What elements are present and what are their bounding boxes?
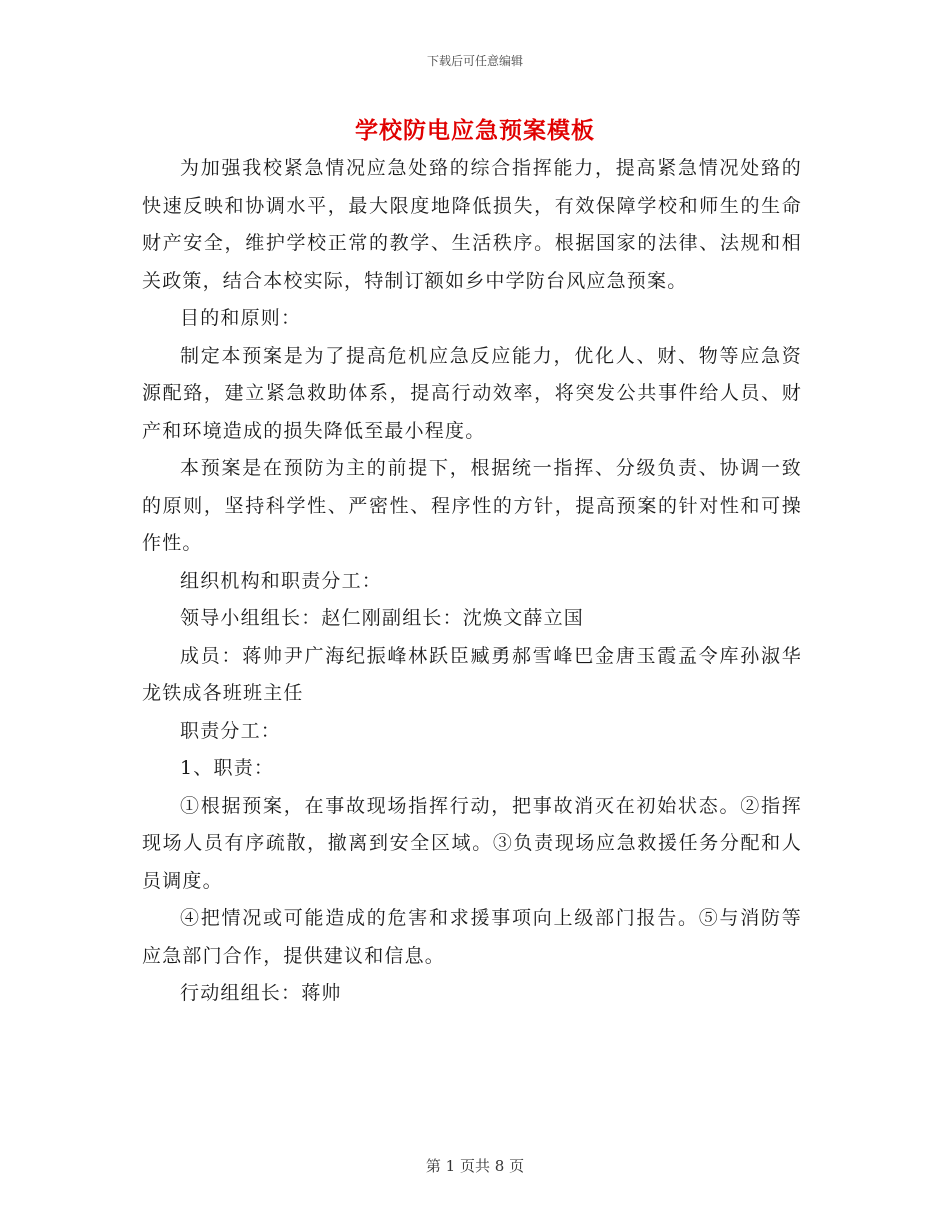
- paragraph-intro: 为加强我校紧急情况应急处臵的综合指挥能力，提高紧急情况处臵的快速反映和协调水平，最大限度地降低损失，有效保障学校和师生的生命财产安全，维护学校正常的教学、生活秩序。根据国家的法律、法规和相关政策，结合本校实际，特制订额如乡中学防台风应急预案。: [142, 157, 802, 292]
- paragraph-action-group: 行动组组长：蒋帅: [180, 982, 342, 1004]
- heading-duty-1: 1、职责：: [180, 757, 275, 779]
- paragraph-principle: 本预案是在预防为主的前提下，根据统一指挥、分级负责、协调一致的原则，坚持科学性、严密性、程序性的方针，提高预案的针对性和可操作性。: [142, 457, 802, 554]
- paragraph-duty-items-2: ④把情况或可能造成的危害和求援事项向上级部门报告。⑤与消防等应急部门合作，提供建议和信息。: [142, 907, 802, 967]
- header-note: 下载后可任意编辑: [426, 54, 523, 68]
- paragraph-leaders: 领导小组组长：赵仁刚副组长：沈焕文薛立国: [180, 607, 585, 629]
- heading-purpose: 目的和原则：: [180, 307, 302, 329]
- heading-duties: 职责分工：: [180, 719, 282, 742]
- page-footer: 第 1 页共 8 页: [425, 1157, 525, 1175]
- paragraph-purpose: 制定本预案是为了提高危机应急反应能力，优化人、财、物等应急资源配臵，建立紧急救助体系，提高行动效率，将突发公共事件给人员、财产和环境造成的损失降低至最小程度。: [142, 344, 802, 442]
- document-title: 学校防电应急预案模板: [355, 117, 595, 144]
- paragraph-duty-items-1: ①根据预案，在事故现场指挥行动，把事故消灭在初始状态。②指挥现场人员有序疏散，撤离到安全区域。③负责现场应急救援任务分配和人员调度。: [142, 794, 802, 892]
- paragraph-members: 成员：蒋帅尹广海纪振峰林跃臣臧勇郝雪峰巴金唐玉霞孟令库孙淑华龙铁成各班班主任: [142, 644, 802, 704]
- document-body: [142, 150, 802, 1013]
- heading-organization: 组织机构和职责分工：: [180, 569, 383, 592]
